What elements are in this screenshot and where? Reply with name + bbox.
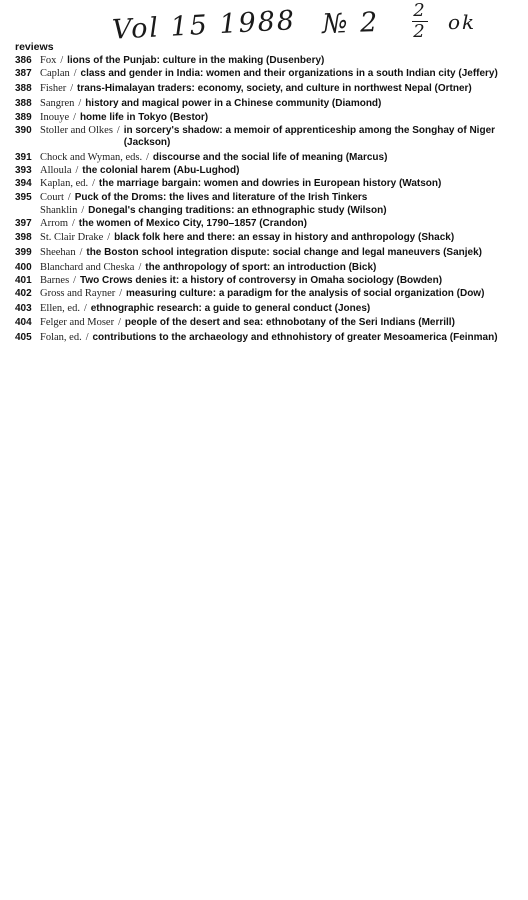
review-list <box>0 55 528 347</box>
review-book-title: the colonial harem (Abu-Lughod) <box>82 165 240 177</box>
review-row <box>0 218 528 230</box>
handwritten-volume-year: Vol 15 1988 <box>111 5 297 46</box>
review-entry <box>40 152 528 164</box>
review-entry-lead <box>40 83 77 95</box>
review-entry <box>40 112 528 124</box>
review-entry <box>40 192 528 204</box>
review-page-number: 394 <box>15 178 32 190</box>
review-row <box>0 55 528 67</box>
author-title-separator: / <box>73 111 76 123</box>
author-title-separator: / <box>146 151 149 163</box>
review-book-title: lions of the Punjab: culture in the making (Dusenbery) <box>67 55 325 66</box>
review-page-number: 405 <box>15 331 32 343</box>
review-page-number: 389 <box>15 111 32 123</box>
review-row <box>0 262 528 274</box>
review-book-title: class and gender in India: women and their organizations in a south Indian city (Jeffery) <box>80 68 498 80</box>
review-book-title: measuring culture: a paradigm for the analysis of social organization (Dow) <box>126 288 485 300</box>
review-author: Blanchard and Cheska <box>40 261 135 273</box>
review-page-number: 388 <box>15 83 32 95</box>
review-row <box>0 332 528 344</box>
review-row <box>0 83 528 95</box>
review-book-title: home life in Tokyo (Bestor) <box>79 111 209 123</box>
review-row <box>0 178 528 190</box>
author-title-separator: / <box>81 205 85 217</box>
review-page-number: 399 <box>15 246 32 258</box>
review-book-title: Puck of the Droms: the lives and literature of the Irish Tinkers <box>74 191 368 203</box>
author-title-separator: / <box>83 303 87 315</box>
review-entry <box>40 317 528 329</box>
review-page-number: 388 <box>15 98 32 110</box>
review-author: Shanklin <box>40 205 78 217</box>
review-author: St. Clair Drake <box>40 231 104 243</box>
author-title-separator: / <box>75 165 79 177</box>
review-row <box>0 303 528 315</box>
review-page-number: 401 <box>15 274 32 286</box>
review-author: Barnes <box>40 274 70 286</box>
review-page-number: 404 <box>15 316 32 328</box>
author-title-separator: / <box>73 274 76 286</box>
review-book-title: black folk here and there: an essay in history and anthropology (Shack) <box>114 231 455 243</box>
review-entry-lead <box>40 332 92 344</box>
review-author: Court <box>40 191 64 203</box>
review-entry <box>40 98 528 110</box>
review-book-title: people of the desert and sea: ethnobotany of the Seri Indians (Merrill) <box>124 316 455 328</box>
review-entry-lead <box>40 232 114 244</box>
author-title-separator: / <box>72 218 75 230</box>
review-entry-lead <box>40 288 126 300</box>
author-title-separator: / <box>118 316 121 328</box>
review-entry-lead <box>40 125 124 149</box>
review-row <box>0 288 528 300</box>
review-author: Ellen, ed. <box>40 303 80 315</box>
review-author: Alloula <box>40 165 72 177</box>
review-page-number: 387 <box>15 68 32 80</box>
review-page-number: 391 <box>15 151 32 163</box>
review-page-number: 393 <box>15 165 32 177</box>
fraction-denominator: 2 <box>413 21 427 42</box>
review-author: Kaplan, ed. <box>40 178 89 190</box>
review-row <box>0 112 528 124</box>
review-book-title: the marriage bargain: women and dowries in European history (Watson) <box>98 178 442 190</box>
author-title-separator: / <box>138 261 142 273</box>
section-title: reviews <box>15 41 54 53</box>
review-page-number: 402 <box>15 288 32 300</box>
author-title-separator: / <box>78 98 82 110</box>
review-entry <box>40 262 528 274</box>
review-entry <box>40 165 528 177</box>
author-title-separator: / <box>116 124 120 136</box>
review-entry <box>40 288 528 300</box>
review-row <box>0 68 528 80</box>
handwritten-fraction <box>412 2 428 41</box>
review-author: Stoller and Olkes <box>40 124 113 136</box>
author-title-separator: / <box>92 178 95 190</box>
review-row <box>0 275 528 287</box>
review-entry <box>40 275 528 287</box>
review-page-number: 386 <box>15 55 32 66</box>
review-author: Chock and Wyman, eds. <box>40 151 143 163</box>
review-entry <box>40 232 528 244</box>
review-row <box>0 317 528 329</box>
author-title-separator: / <box>119 288 123 300</box>
review-author: Sangren <box>40 98 75 110</box>
review-page-number: 390 <box>15 124 32 136</box>
review-row <box>0 247 528 259</box>
review-row <box>0 125 528 149</box>
author-title-separator: / <box>67 191 71 203</box>
review-book-title: the Boston school integration dispute: social change and legal maneuvers (Sanjek) <box>86 246 482 258</box>
review-page-number: 398 <box>15 231 32 243</box>
review-entry <box>40 247 528 259</box>
review-page-number: 395 <box>15 191 32 203</box>
review-entry-lead <box>40 247 86 259</box>
review-entry <box>40 303 528 315</box>
review-book-title: Two Crows denies it: a history of controversy in Omaha sociology (Bowden) <box>79 274 443 286</box>
review-entry-lead <box>40 317 125 329</box>
review-author: Arrom <box>40 218 68 230</box>
review-row <box>0 152 528 164</box>
review-row <box>0 205 528 217</box>
review-page-number: 397 <box>15 218 32 230</box>
review-book-title: trans-Himalayan traders: economy, society, and culture in northwest Nepal (Ortner) <box>77 83 472 95</box>
author-title-separator: / <box>73 68 77 80</box>
review-entry-lead <box>40 68 81 80</box>
author-title-separator: / <box>85 331 89 343</box>
review-row <box>0 98 528 110</box>
review-entry <box>40 332 528 344</box>
review-author: Gross and Rayner <box>40 288 116 300</box>
review-page-number: 403 <box>15 303 32 315</box>
review-author: Sheehan <box>40 246 76 258</box>
author-title-separator: / <box>70 83 74 95</box>
review-book-title: the women of Mexico City, 1790–1857 (Crandon) <box>78 218 307 230</box>
review-book-title: ethnographic research: a guide to general conduct (Jones) <box>90 303 371 315</box>
review-book-title: history and magical power in a Chinese community (Diamond) <box>85 98 382 110</box>
review-page-number: 400 <box>15 261 32 273</box>
review-book-title: in sorcery's shadow: a memoir of apprenticeship among the Songhay of Niger (Jackson) <box>123 124 496 148</box>
review-author: Felger and Moser <box>40 316 115 328</box>
handwritten-issue-number: № 2 <box>321 7 380 40</box>
review-row <box>0 165 528 177</box>
review-entry <box>40 55 528 67</box>
author-title-separator: / <box>79 246 83 258</box>
review-author: Caplan <box>40 68 70 80</box>
review-author: Inouye <box>40 111 70 123</box>
handwritten-annotation <box>112 2 522 50</box>
review-entry <box>40 83 528 95</box>
author-title-separator: / <box>107 231 111 243</box>
review-book-title: discourse and the social life of meaning (Marcus) <box>152 151 388 163</box>
review-book-title: Donegal's changing traditions: an ethnographic study (Wilson) <box>88 205 387 217</box>
review-author: Folan, ed. <box>40 331 82 343</box>
review-entry <box>40 178 528 190</box>
review-entry <box>40 125 528 149</box>
review-book-title: the anthropology of sport: an introduction (Bick) <box>145 261 377 273</box>
review-row <box>0 232 528 244</box>
review-entry <box>40 218 528 230</box>
author-title-separator: / <box>60 55 64 66</box>
fraction-numerator: 2 <box>413 0 427 21</box>
review-row <box>0 192 528 204</box>
review-author: Fox <box>40 55 57 66</box>
review-book-title: contributions to the archaeology and ethnohistory of greater Mesoamerica (Feinman) <box>92 331 498 343</box>
review-author: Fisher <box>40 83 67 95</box>
review-entry <box>40 205 528 217</box>
review-entry <box>40 68 528 80</box>
handwritten-ok: ok <box>448 10 477 34</box>
